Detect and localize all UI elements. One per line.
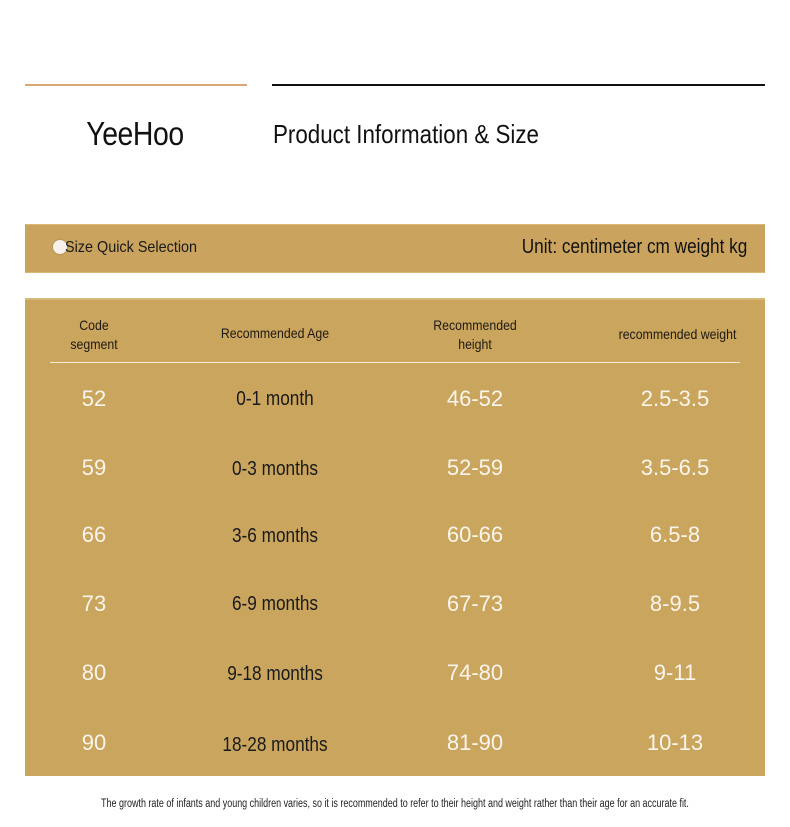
cell-height: 52-59 — [446, 455, 504, 480]
header-rule — [272, 84, 765, 86]
size-quick-selection-bar — [25, 224, 765, 273]
cell-age: 3-6 months — [231, 525, 319, 547]
cell-weight: 10-13 — [646, 730, 704, 755]
page-title: Product Information & Size — [273, 118, 539, 149]
brand-logo: YeeHoo — [86, 115, 184, 152]
quick-selection-label: Size Quick Selection — [65, 239, 198, 256]
header-code-text: Code segment — [70, 317, 118, 352]
cell-weight: 9-11 — [653, 660, 697, 685]
header-divider — [50, 362, 740, 363]
cell-weight: 8-9.5 — [649, 591, 701, 616]
header-recommended-height: Recommended height — [433, 317, 517, 352]
cell-weight: 6.5-8 — [649, 522, 701, 547]
cell-age: 0-3 months — [231, 458, 319, 480]
cell-age: 18-28 months — [222, 734, 328, 756]
header-recommended-weight: recommended weight — [618, 326, 737, 342]
header-code-segment — [59, 316, 129, 354]
cell-weight: 3.5-6.5 — [640, 455, 710, 480]
cell-age: 9-18 months — [227, 663, 323, 685]
unit-label: Unit: centimeter cm weight kg — [521, 236, 747, 258]
cell-code: 52 — [81, 386, 107, 411]
cell-age: 6-9 months — [231, 593, 319, 615]
cell-height: 81-90 — [446, 730, 504, 755]
cell-height: 67-73 — [446, 591, 504, 616]
cell-code: 59 — [81, 455, 107, 480]
cell-code: 80 — [81, 660, 107, 685]
header-accent-rule — [25, 84, 247, 86]
header-recommended-age: Recommended Age — [220, 325, 330, 341]
size-table — [25, 298, 765, 776]
cell-weight: 2.5-3.5 — [640, 386, 710, 411]
cell-code: 66 — [81, 522, 107, 547]
footnote: The growth rate of infants and young children varies, so it is recommended to refer to their height and weight rather than their age for an accurate fit. — [101, 798, 689, 810]
cell-height: 60-66 — [446, 522, 504, 547]
cell-code: 90 — [81, 730, 107, 755]
cell-height: 46-52 — [446, 386, 504, 411]
cell-code: 73 — [81, 591, 107, 616]
cell-height: 74-80 — [446, 660, 504, 685]
cell-age: 0-1 month — [236, 388, 314, 410]
